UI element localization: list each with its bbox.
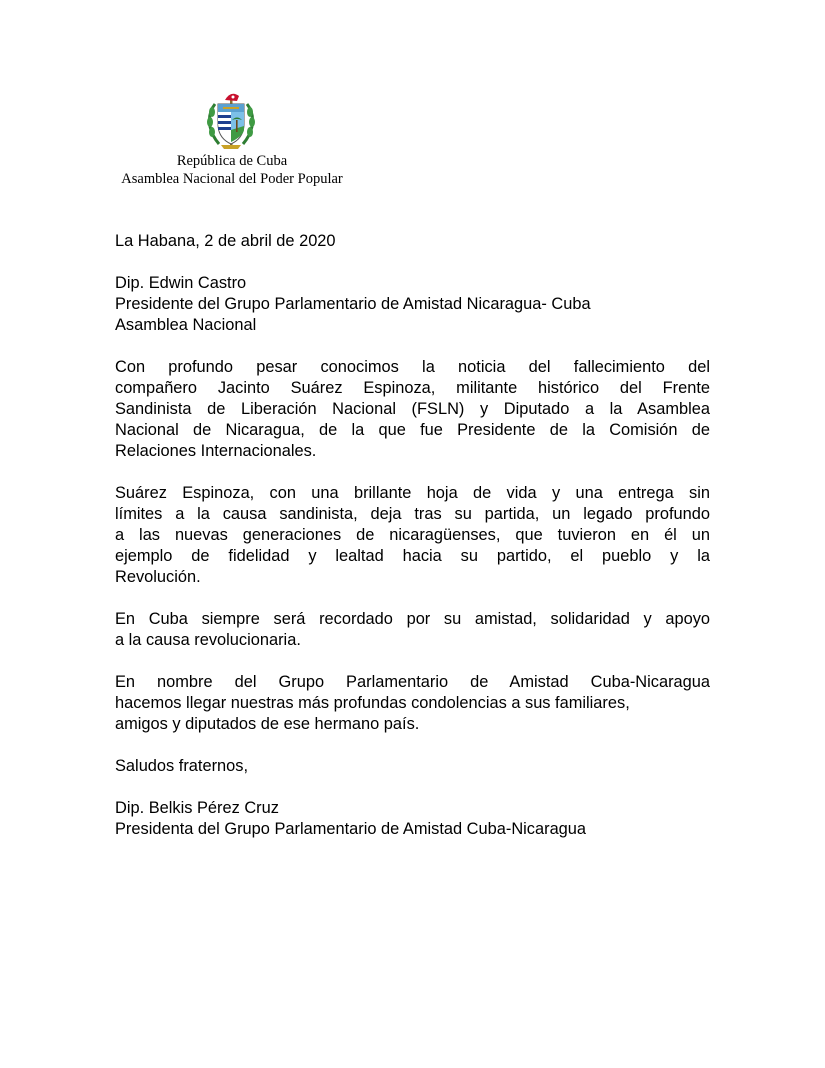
paragraph-line: Suárez Espinoza, con una brillante hoja de vida y una entrega sin (115, 484, 710, 502)
paragraph-line: Revolución. (115, 568, 201, 586)
closing-salutation: Saludos fraternos, (115, 757, 249, 775)
paragraph-line: ejemplo de fidelidad y lealtad hacia su partido, el pueblo y la (115, 547, 710, 565)
paragraph-line: Sandinista de Liberación Nacional (FSLN) y Diputado a la Asamblea (115, 400, 710, 418)
paragraph-line: Relaciones Internacionales. (115, 442, 317, 460)
institution-header (100, 152, 364, 188)
paragraph-4 (115, 672, 710, 735)
recipient-name: Dip. Edwin Castro (115, 274, 247, 292)
institution-name: Asamblea Nacional del Poder Popular (121, 171, 343, 187)
paragraph-line: hacemos llegar nuestras más profundas condolencias a sus familiares, (115, 694, 630, 712)
signature-block (115, 798, 710, 840)
paragraph-line: En nombre del Grupo Parlamentario de Amistad Cuba-Nicaragua (115, 673, 710, 691)
paragraph-1 (115, 357, 710, 462)
letter-body (115, 231, 710, 840)
recipient-organization: Asamblea Nacional (115, 316, 257, 334)
paragraph-2 (115, 483, 710, 588)
paragraph-line: En Cuba siempre será recordado por su amistad, solidaridad y apoyo (115, 610, 710, 628)
signatory-name: Dip. Belkis Pérez Cruz (115, 799, 279, 817)
recipient-block (115, 273, 710, 336)
cuban-coat-of-arms-icon (203, 90, 259, 152)
paragraph-line: compañero Jacinto Suárez Espinoza, militante histórico del Frente (115, 379, 710, 397)
recipient-title: Presidente del Grupo Parlamentario de Amistad Nicaragua- Cuba (115, 295, 591, 313)
paragraph-3 (115, 609, 710, 651)
paragraph-line: amigos y diputados de ese hermano país. (115, 715, 420, 733)
paragraph-line: Nacional de Nicaragua, de la que fue Presidente de la Comisión de (115, 421, 710, 439)
paragraph-line: límites a la causa sandinista, deja tras su partida, un legado profundo (115, 505, 710, 523)
letter-date: La Habana, 2 de abril de 2020 (115, 232, 336, 250)
country-name: República de Cuba (176, 153, 288, 169)
paragraph-line: a la causa revolucionaria. (115, 631, 301, 649)
paragraph-line: Con profundo pesar conocimos la noticia del fallecimiento del (115, 358, 710, 376)
paragraph-line: a las nuevas generaciones de nicaragüenses, que tuvieron en él un (115, 526, 710, 544)
signatory-title: Presidenta del Grupo Parlamentario de Amistad Cuba-Nicaragua (115, 820, 587, 838)
